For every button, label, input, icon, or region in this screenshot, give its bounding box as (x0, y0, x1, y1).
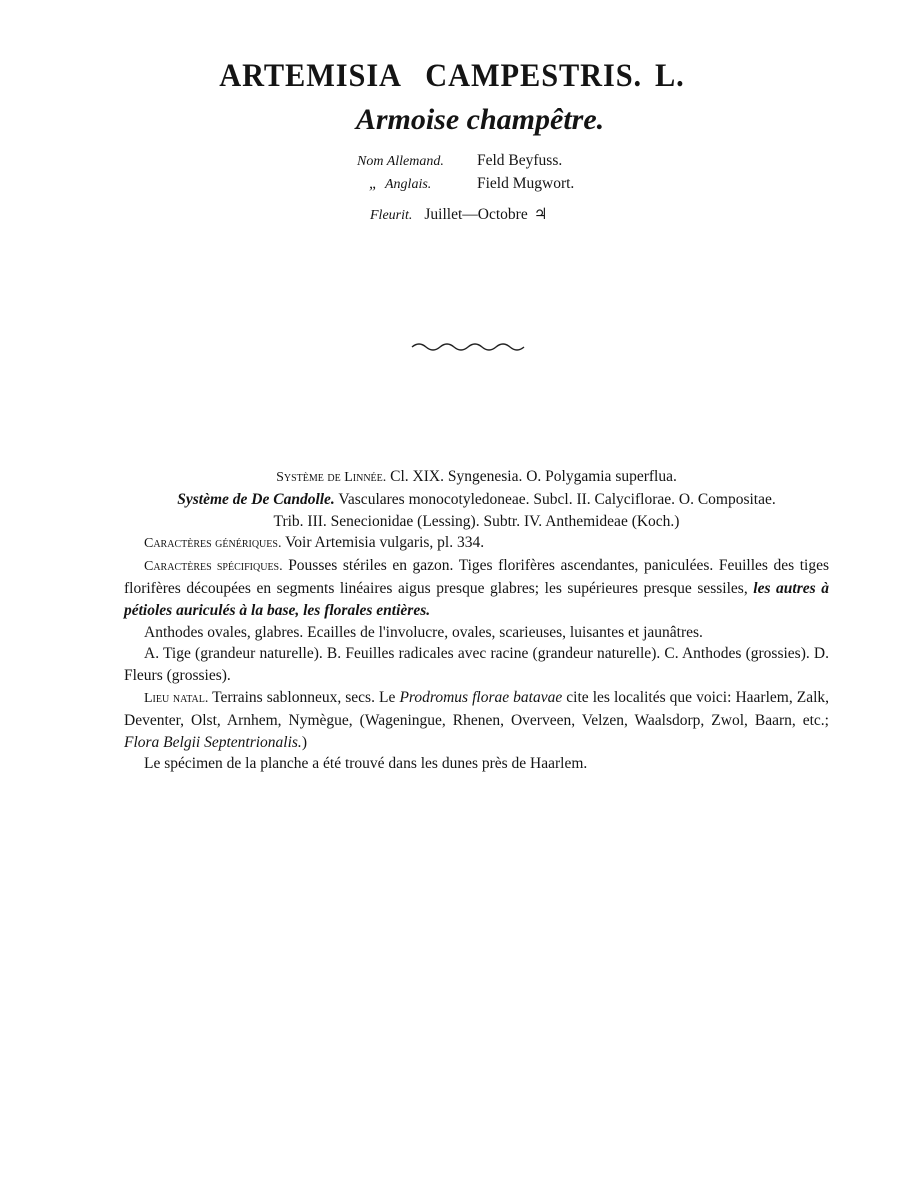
habitat-label: Lieu natal. (144, 690, 209, 706)
figure-legend: A. Tige (grandeur naturelle). B. Feuilles radicales avec racine (grandeur naturelle). C. Anthodes (grossies). D. Fleurs (grossies). (124, 645, 829, 685)
generic-characters (124, 532, 829, 555)
linne-label: Système de Linnée. (276, 470, 387, 485)
anthodes-description: Anthodes ovales, glabres. Ecailles de l'involucre, ovales, scarieuses, luisantes et jaunâtres. (144, 623, 703, 641)
english-value: Field Mugwort. (477, 175, 575, 192)
specific-text-italic: les autres à pétioles auriculés à la base, les florales entières. (124, 579, 829, 619)
german-name-row (357, 150, 574, 173)
specific-text: Pousses stériles en gazon. Tiges florifères ascendantes, paniculées. Feuilles des tiges florifères découpées en segments linéaires aigus presque glabres; les supérieures presque sessiles, (124, 557, 830, 597)
candolle-system (124, 489, 829, 511)
specific-characters (124, 555, 829, 621)
author-abbreviation: L. (654, 58, 685, 94)
german-label: Nom Allemand. (357, 154, 444, 169)
candolle-text-1: Vasculares monocotyledoneae. Subcl. II. Calyciflorae. O. Compositae. (338, 490, 776, 508)
linne-system (124, 466, 829, 489)
page-title (38, 58, 865, 95)
prodromus-title: Prodromus florae batavae (399, 688, 563, 706)
habitat-text-1: Terrains sablonneux, secs. Le (212, 688, 396, 706)
habitat-text-2: cite les localités que voici: Haarlem, Zalk, Deventer, Olst, Arnhem, Nymègue, (Wageningue, Rhenen, Overveen, Velzen, Waalsdorp, Zwol, Baarn, etc.; (124, 688, 830, 729)
english-label: Anglais. (385, 177, 432, 192)
specific-label: Caractères spécifiques. (144, 559, 283, 575)
flowering-period (370, 205, 548, 224)
generic-label: Caractères génériques. (144, 536, 282, 552)
candolle-system-continued (124, 511, 829, 533)
specimen-note: Le spécimen de la planche a été trouvé dans les dunes près de Haarlem. (144, 755, 588, 773)
flowering-label: Fleurit. (370, 208, 413, 223)
german-value: Feld Beyfuss. (477, 152, 563, 169)
perennial-symbol: ♃ (533, 206, 548, 223)
flowering-value: Juillet—Octobre (424, 206, 528, 223)
vernacular-names (357, 150, 574, 196)
english-name-row (357, 173, 574, 196)
candolle-text-2: Trib. III. Senecionidae (Lessing). Subtr. IV. Anthemideae (Koch.) (273, 512, 680, 530)
common-name: Armoise champêtre. (355, 103, 605, 136)
ditto-mark: „ (369, 175, 378, 192)
ornament-divider (410, 340, 530, 354)
habitat (124, 687, 829, 753)
description-block (124, 466, 829, 775)
candolle-label: Système de De Candolle. (177, 490, 335, 508)
species-name: ARTEMISIA CAMPESTRIS. (219, 58, 643, 94)
linne-text: Cl. XIX. Syngenesia. O. Polygamia superflua. (390, 468, 677, 485)
generic-text: Voir Artemisia vulgaris, pl. 334. (285, 534, 485, 552)
flora-title: Flora Belgii Septentrionalis. (124, 733, 302, 751)
habitat-text-3: ) (301, 733, 307, 751)
